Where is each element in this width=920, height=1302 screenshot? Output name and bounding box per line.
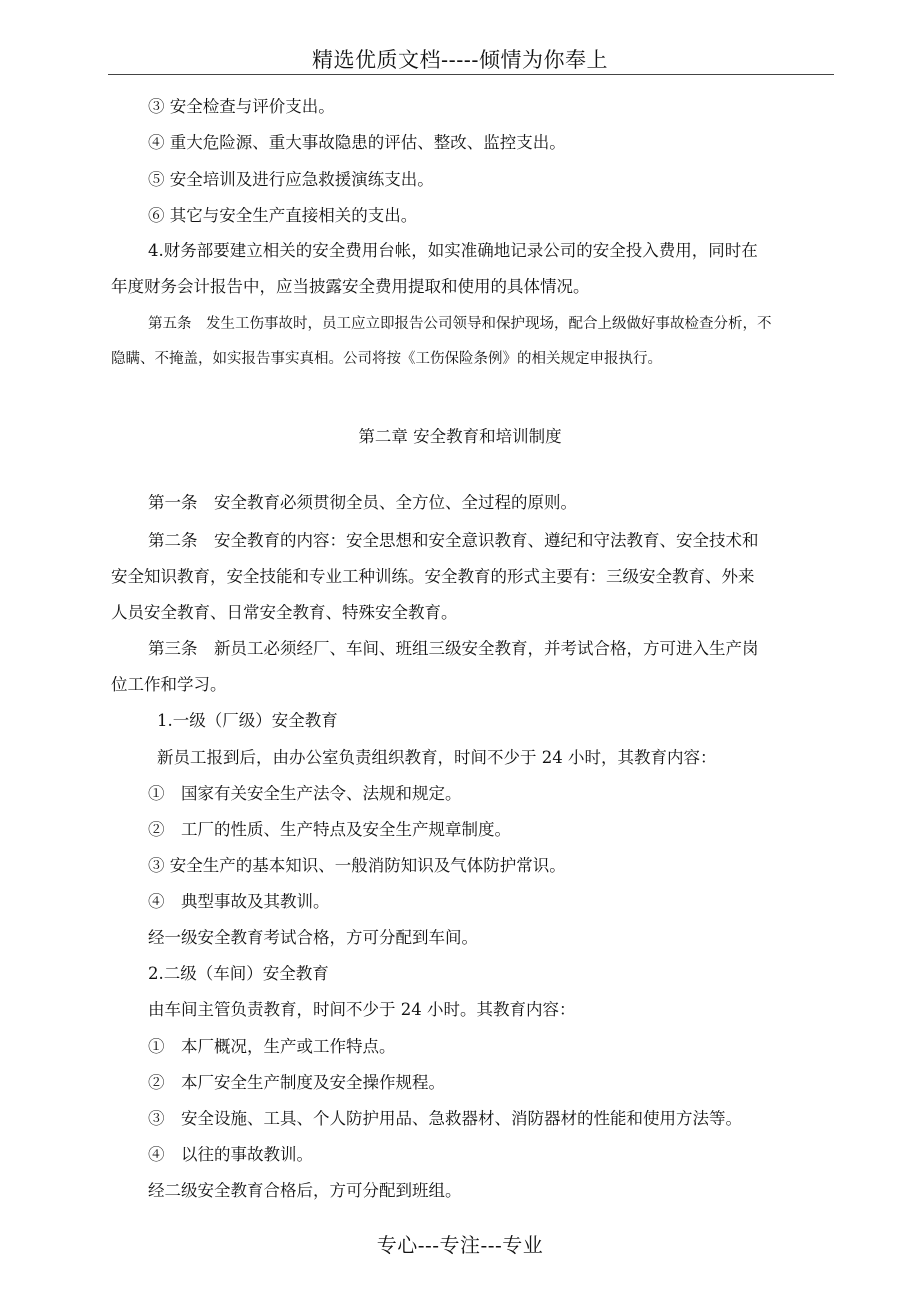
list-item: ① 本厂概况，生产或工作特点。 [148, 1037, 396, 1056]
paragraph-line: 4.财务部要建立相关的安全费用台帐，如实准确地记录公司的安全投入费用，同时在 [148, 241, 758, 260]
page-header-title: 精选优质文档-----倾情为你奉上 [312, 48, 608, 72]
list-item: ② 本厂安全生产制度及安全操作规程。 [148, 1073, 445, 1092]
list-item: ③ 安全生产的基本知识、一般消防知识及气体防护常识。 [148, 856, 566, 875]
list-heading: 1.一级（厂级）安全教育 [157, 711, 338, 730]
list-heading: 2.二级（车间）安全教育 [148, 964, 329, 983]
list-conclusion: 经二级安全教育合格后，方可分配到班组。 [148, 1181, 462, 1200]
list-conclusion: 经一级安全教育考试合格，方可分配到车间。 [148, 928, 478, 947]
article-line: 第一条 安全教育必须贯彻全员、全方位、全过程的原则。 [148, 493, 577, 512]
list-item: ③ 安全设施、工具、个人防护用品、急救器材、消防器材的性能和使用方法等。 [148, 1109, 742, 1128]
list-intro: 由车间主管负责教育，时间不少于 24 小时。其教育内容： [148, 1000, 576, 1019]
page-footer: 专心---专注---专业 [376, 1233, 544, 1257]
paragraph-line: ⑤ 安全培训及进行应急救援演练支出。 [148, 170, 434, 189]
paragraph-line: 隐瞒、不掩盖，如实报告事实真相。公司将按《工伤保险条例》的相关规定申报执行。 [111, 351, 662, 367]
paragraph-line: ⑥ 其它与安全生产直接相关的支出。 [148, 206, 418, 225]
chapter-title: 第二章 安全教育和培训制度 [358, 427, 562, 446]
article-line: 第三条 新员工必须经厂、车间、班组三级安全教育，并考试合格，方可进入生产岗 [148, 639, 759, 658]
list-item: ② 工厂的性质、生产特点及安全生产规章制度。 [148, 820, 511, 839]
article-line: 安全知识教育，安全技能和专业工种训练。安全教育的形式主要有：三级安全教育、外来 [111, 567, 755, 586]
article-line: 位工作和学习。 [111, 675, 227, 694]
list-item: ④ 典型事故及其教训。 [148, 892, 330, 911]
list-item: ④ 以往的事故教训。 [148, 1145, 313, 1164]
list-item: ① 国家有关安全生产法令、法规和规定。 [148, 784, 462, 803]
header-divider [108, 74, 834, 75]
list-intro: 新员工报到后，由办公室负责组织教育，时间不少于 24 小时，其教育内容： [157, 748, 717, 767]
paragraph-line: ③ 安全检查与评价支出。 [148, 97, 335, 116]
paragraph-line: 第五条 发生工伤事故时，员工应立即报告公司领导和保护现场，配合上级做好事故检查分析，不 [148, 316, 772, 332]
article-line: 第二条 安全教育的内容：安全思想和安全意识教育、遵纪和守法教育、安全技术和 [148, 531, 759, 550]
article-line: 人员安全教育、日常安全教育、特殊安全教育。 [111, 603, 458, 622]
paragraph-line: 年度财务会计报告中，应当披露安全费用提取和使用的具体情况。 [111, 277, 590, 296]
paragraph-line: ④ 重大危险源、重大事故隐患的评估、整改、监控支出。 [148, 133, 566, 152]
